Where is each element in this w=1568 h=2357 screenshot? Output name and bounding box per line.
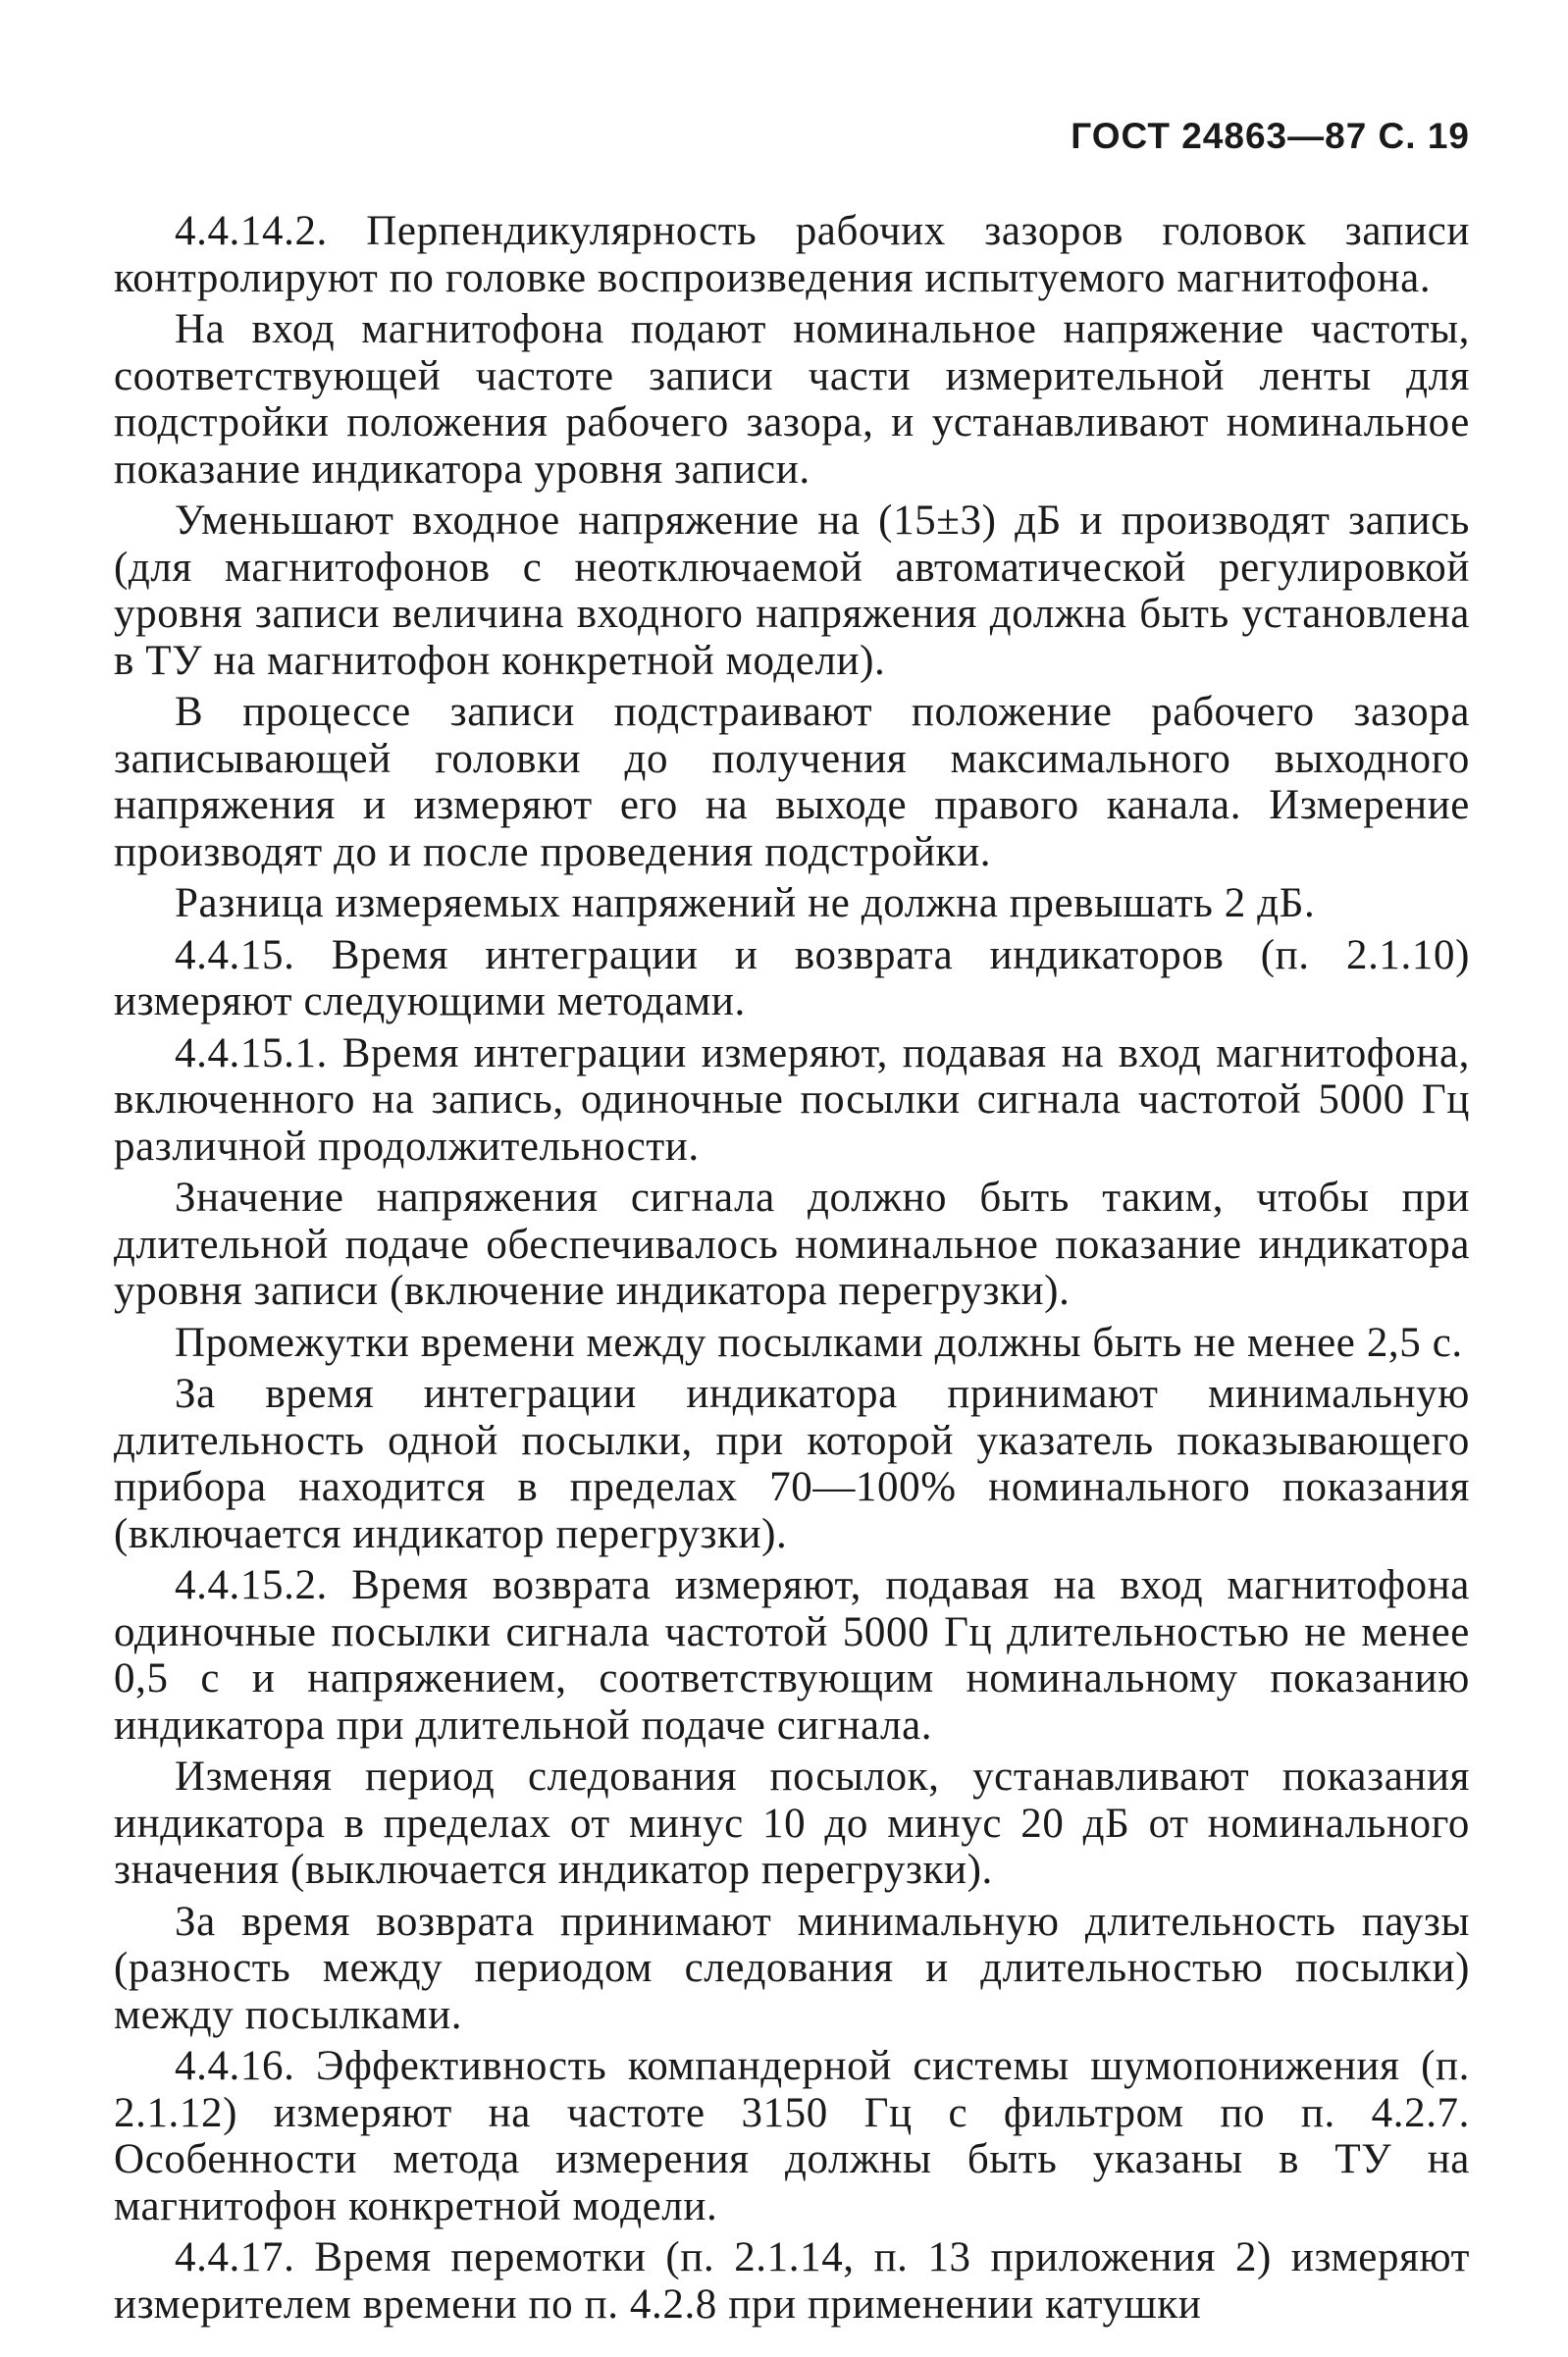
paragraph: За время интеграции индикатора принимают минимальную длительность одной посылки, при которой указатель показывающего прибора находится в пределах 70—100% номинального показания (включается индикатор перегрузки). [114,1371,1470,1557]
paragraph: Изменяя период следования посылок, устанавливают показания индикатора в пределах от минус 10 до минус 20 дБ от номинального значения (выключается индикатор перегрузки). [114,1754,1470,1893]
paragraph: В процессе записи подстраивают положение рабочего зазора записывающей головки до получения максимального выходного напряжения и измеряют его на выходе правого канала. Измерение производят до и после проведения подстройки. [114,689,1470,875]
paragraph: На вход магнитофона подают номинальное напряжение частоты, соответствующей частоте записи части измерительной ленты для подстройки положения рабочего зазора, и устанавливают номинальное показание индикатора уровня записи. [114,306,1470,493]
paragraph-4-4-16: 4.4.16. Эффективность компандерной системы шумопонижения (п. 2.1.12) измеряют на частоте 3150 Гц с фильтром по п. 4.2.7. Особенности метода измерения должны быть указаны в ТУ на магнитофон конкретной модели. [114,2043,1470,2229]
paragraph: Разница измеряемых напряжений не должна превышать 2 дБ. [175,880,1316,926]
document-body [114,208,1470,2332]
paragraph: Значение напряжения сигнала должно быть таким, чтобы при длительной подаче обеспечивалось номинальное показание индикатора уровня записи (включение индикатора перегрузки). [114,1175,1470,1314]
page-header: ГОСТ 24863—87 С. 19 [1071,116,1470,156]
paragraph: Промежутки времени между посылками должны быть не менее 2,5 с. [175,1319,1463,1366]
paragraph-4-4-17: 4.4.17. Время перемотки (п. 2.1.14, п. 13 приложения 2) измеряют измерителем времени по п. 4.2.8 при применении катушки [114,2234,1470,2328]
paragraph-4-4-15: 4.4.15. Время интеграции и возврата индикаторов (п. 2.1.10) измеряют следующими методами. [114,931,1470,1024]
paragraph: За время возврата принимают минимальную длительность паузы (разность между периодом следования и длительностью посылки) между посылками. [114,1898,1470,2038]
paragraph-4-4-14-2: 4.4.14.2. Перпендикулярность рабочих зазоров головок записи контролируют по головке воспроизведения испытуемого магнитофона. [114,208,1470,301]
paragraph-4-4-15-2: 4.4.15.2. Время возврата измеряют, подавая на вход магнитофона одиночные посылки сигнала частотой 5000 Гц длительностью не менее 0,5 с и напряжением, соответствующим номинальному показанию индикатора при длительной подаче сигнала. [114,1562,1470,1749]
paragraph: Уменьшают входное напряжение на (15±3) дБ и производят запись (для магнитофонов с неотключаемой автоматической регулировкой уровня записи величина входного напряжения должна быть установлена в ТУ на магнитофон конкретной модели). [114,498,1470,684]
paragraph-4-4-15-1: 4.4.15.1. Время интеграции измеряют, подавая на вход магнитофона, включенного на запись, одиночные посылки сигнала частотой 5000 Гц различной продолжительности. [114,1029,1470,1170]
